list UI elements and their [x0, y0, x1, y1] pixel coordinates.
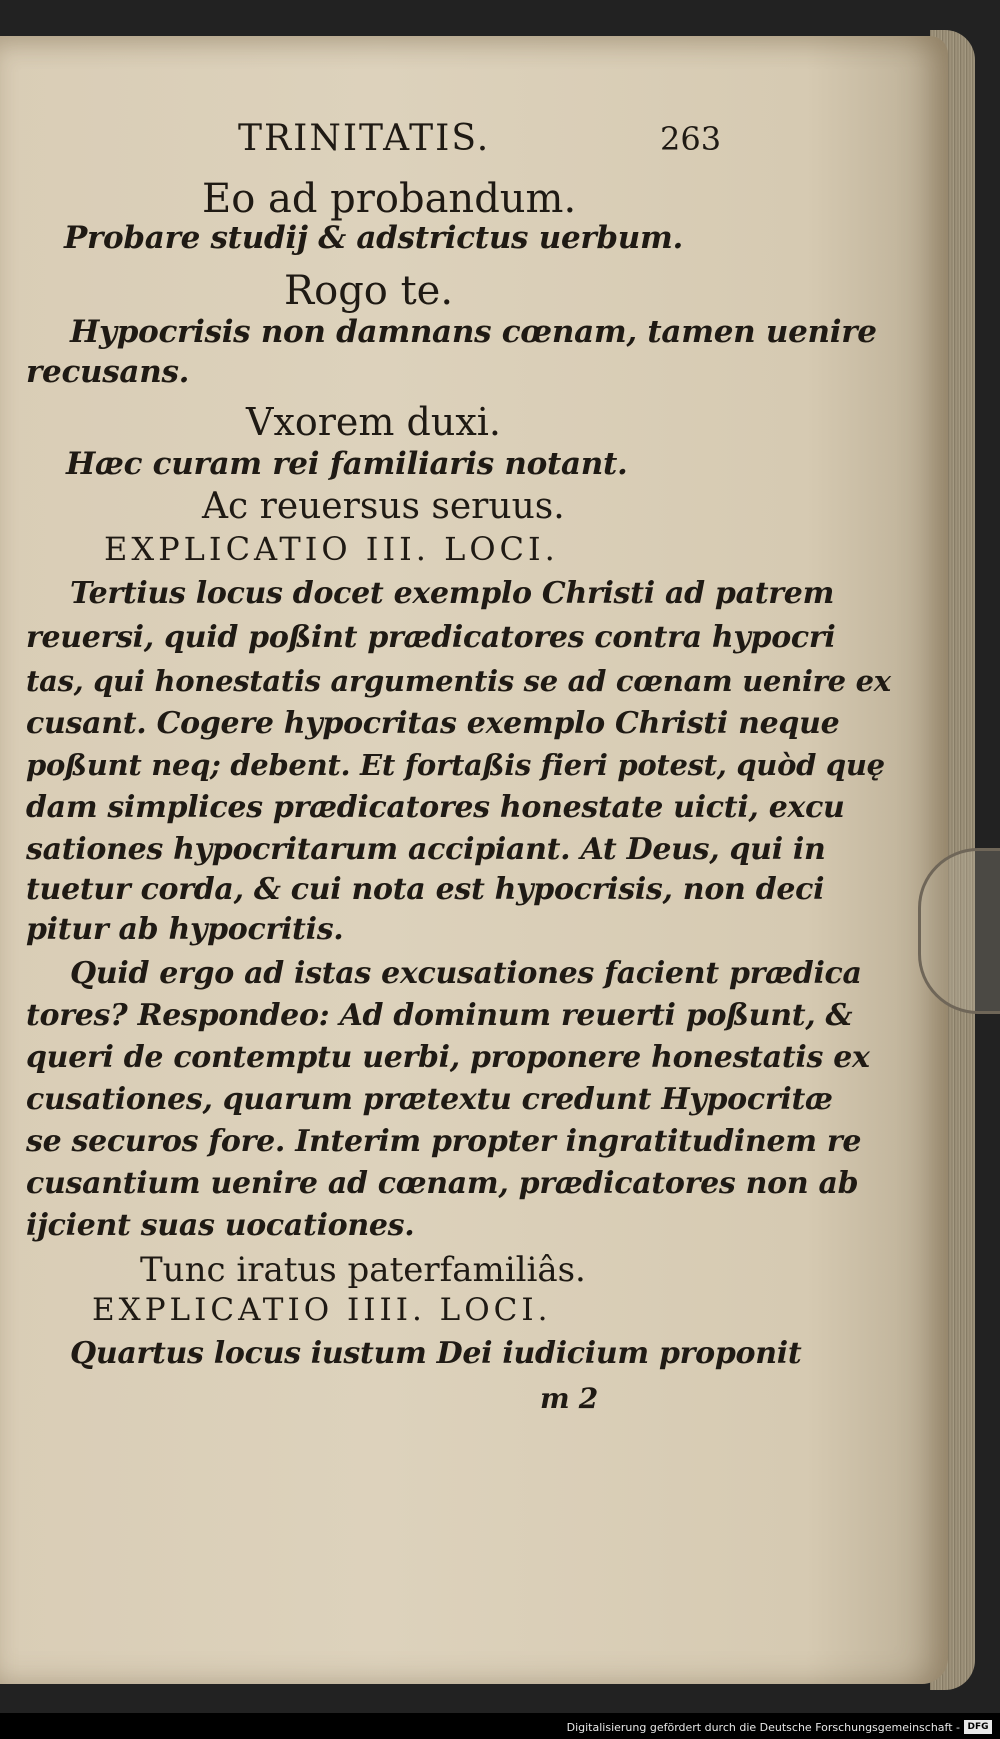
- folio-number: 263: [660, 120, 722, 158]
- running-title: TRINITATIS.: [238, 118, 491, 159]
- body-line: poßunt neq; debent. Et fortaßis fieri potest, quòd quę: [26, 748, 885, 782]
- footer-bar: [0, 1713, 1000, 1739]
- heading-eo-ad-probandum: Eo ad probandum.: [202, 176, 577, 222]
- body-line: ijcient suas uocationes.: [26, 1208, 415, 1243]
- body-line: Quid ergo ad istas excusationes facient prædica: [70, 956, 862, 991]
- body-line: reuersi, quid poßint prædicatores contra hypocri: [26, 620, 836, 655]
- heading-rogo-te: Rogo te.: [284, 268, 454, 314]
- footer-credit: Digitalisierung gefördert durch die Deutsche Forschungsgemeinschaft -: [566, 1721, 960, 1734]
- body-line: Quartus locus iustum Dei iudicium proponit: [70, 1336, 802, 1371]
- body-line: queri de contemptu uerbi, proponere honestatis ex: [26, 1040, 870, 1075]
- heading-tunc-iratus: Tunc iratus paterfamiliâs.: [140, 1250, 586, 1290]
- body-line: sationes hypocritarum accipiant. At Deus, qui in: [26, 832, 826, 867]
- body-line: se securos fore. Interim propter ingratitudinem re: [26, 1124, 862, 1159]
- gloss-line: Hæc curam rei familiaris notant.: [66, 446, 628, 482]
- heading-explicatio-iii: EXPLICATIO III. LOCI.: [104, 530, 559, 568]
- gloss-line: recusans.: [26, 354, 190, 390]
- body-line: tuetur corda, & cui nota est hypocrisis, non deci: [26, 872, 825, 907]
- body-line: Tertius locus docet exemplo Christi ad patrem: [70, 576, 835, 611]
- body-line: cusant. Cogere hypocritas exemplo Christi neque: [26, 706, 840, 741]
- body-line: cusantium uenire ad cœnam, prædicatores non ab: [26, 1166, 859, 1201]
- dfg-logo: DFG: [964, 1720, 992, 1734]
- heading-ac-reuersus: Ac reuersus seruus.: [202, 486, 565, 527]
- gloss-line: Hypocrisis non damnans cœnam, tamen uenire: [70, 314, 877, 350]
- signature-mark: m 2: [540, 1382, 598, 1415]
- gloss-line: Probare studij & adstrictus uerbum.: [64, 220, 684, 256]
- heading-explicatio-iiii: EXPLICATIO IIII. LOCI.: [92, 1292, 552, 1328]
- body-line: tas, qui honestatis argumentis se ad cœnam uenire ex: [26, 664, 891, 698]
- body-line: cusationes, quarum prætextu credunt Hypocritæ: [26, 1082, 833, 1117]
- heading-uxorem-duxi: Vxorem duxi.: [246, 400, 501, 444]
- body-line: pitur ab hypocritis.: [26, 912, 344, 947]
- body-line: tores? Respondeo: Ad dominum reuerti poßunt, &: [26, 998, 853, 1033]
- body-line: dam simplices prædicatores honestate uicti, excu: [26, 790, 845, 825]
